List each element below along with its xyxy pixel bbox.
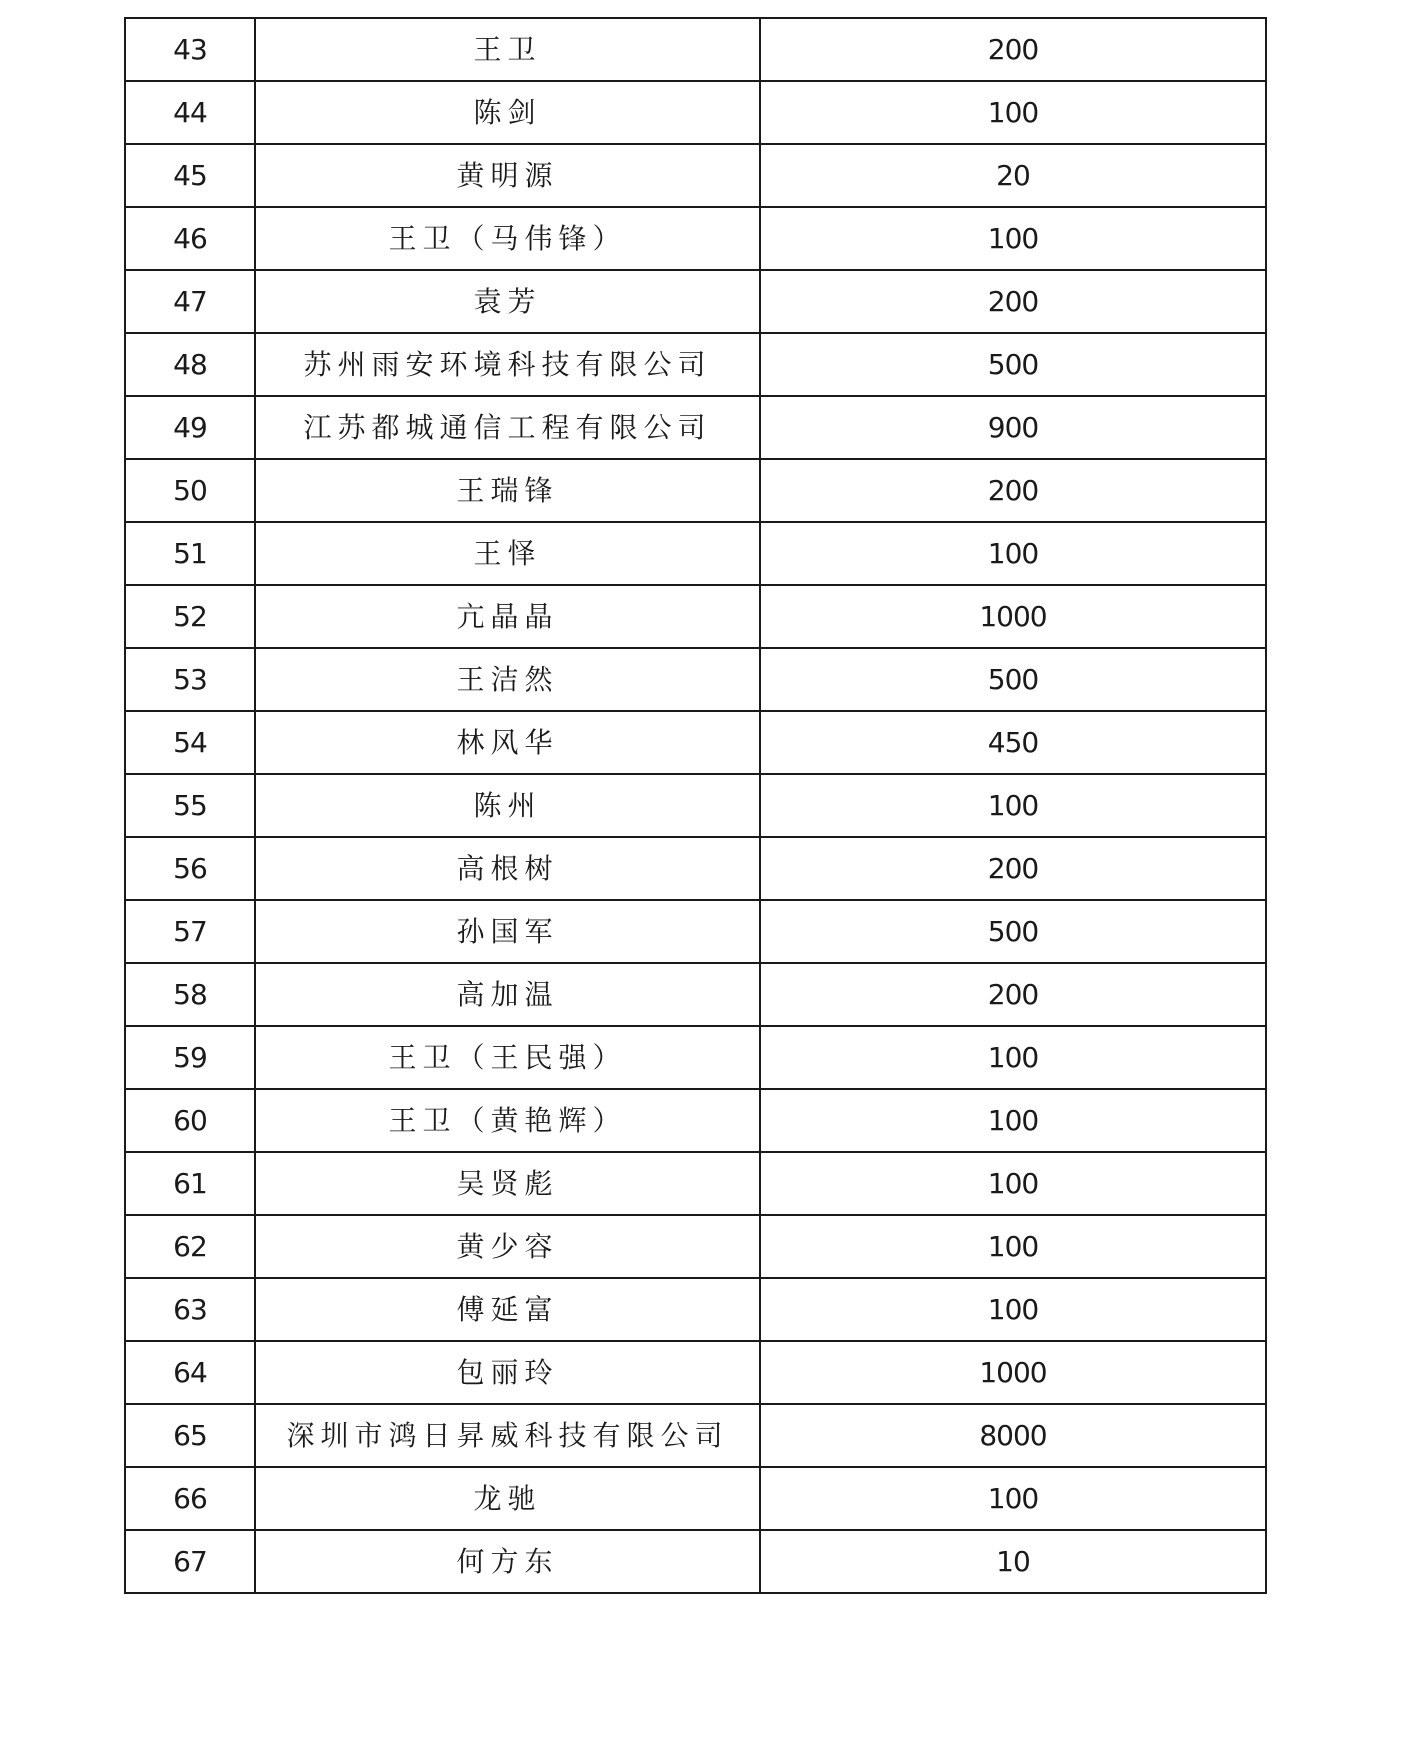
table-row: [125, 900, 1266, 963]
donor-name-cell: 江苏都城通信工程有限公司: [255, 396, 760, 459]
table-row: [125, 396, 1266, 459]
table-row: [125, 1530, 1266, 1593]
amount-cell: 200: [760, 270, 1266, 333]
amount-cell: 200: [760, 459, 1266, 522]
table-row: [125, 711, 1266, 774]
donor-name-cell: 高根树: [255, 837, 760, 900]
donor-name-cell: 何方东: [255, 1530, 760, 1593]
table-row: [125, 144, 1266, 207]
amount-cell: 100: [760, 81, 1266, 144]
table-row: [125, 270, 1266, 333]
amount-cell: 100: [760, 1467, 1266, 1530]
table-row: [125, 1341, 1266, 1404]
donor-name-cell: 陈剑: [255, 81, 760, 144]
row-number-cell: 51: [125, 522, 255, 585]
donor-name-cell: 龙驰: [255, 1467, 760, 1530]
donor-name-cell: 王卫（马伟锋）: [255, 207, 760, 270]
table-row: [125, 837, 1266, 900]
amount-cell: 1000: [760, 585, 1266, 648]
amount-cell: 100: [760, 1215, 1266, 1278]
table-row: [125, 333, 1266, 396]
table-row: [125, 1089, 1266, 1152]
row-number-cell: 54: [125, 711, 255, 774]
amount-cell: 900: [760, 396, 1266, 459]
table-row: [125, 459, 1266, 522]
donor-name-cell: 黄少容: [255, 1215, 760, 1278]
donor-name-cell: 亢晶晶: [255, 585, 760, 648]
donation-table: [124, 17, 1267, 1594]
donor-name-cell: 王洁然: [255, 648, 760, 711]
row-number-cell: 58: [125, 963, 255, 1026]
table-row: [125, 1404, 1266, 1467]
row-number-cell: 65: [125, 1404, 255, 1467]
donor-name-cell: 黄明源: [255, 144, 760, 207]
row-number-cell: 55: [125, 774, 255, 837]
amount-cell: 100: [760, 207, 1266, 270]
donor-name-cell: 傅延富: [255, 1278, 760, 1341]
donation-table-container: [124, 17, 1265, 1594]
amount-cell: 100: [760, 1278, 1266, 1341]
amount-cell: 100: [760, 1026, 1266, 1089]
row-number-cell: 44: [125, 81, 255, 144]
donor-name-cell: 袁芳: [255, 270, 760, 333]
amount-cell: 200: [760, 18, 1266, 81]
table-row: [125, 1152, 1266, 1215]
row-number-cell: 67: [125, 1530, 255, 1593]
amount-cell: 500: [760, 900, 1266, 963]
amount-cell: 100: [760, 522, 1266, 585]
amount-cell: 100: [760, 1152, 1266, 1215]
table-row: [125, 585, 1266, 648]
table-row: [125, 81, 1266, 144]
row-number-cell: 61: [125, 1152, 255, 1215]
row-number-cell: 53: [125, 648, 255, 711]
table-row: [125, 1026, 1266, 1089]
donor-name-cell: 王卫（王民强）: [255, 1026, 760, 1089]
donor-name-cell: 高加温: [255, 963, 760, 1026]
table-row: [125, 522, 1266, 585]
row-number-cell: 45: [125, 144, 255, 207]
amount-cell: 8000: [760, 1404, 1266, 1467]
donor-name-cell: 王怿: [255, 522, 760, 585]
donor-name-cell: 王卫: [255, 18, 760, 81]
table-row: [125, 1278, 1266, 1341]
amount-cell: 500: [760, 333, 1266, 396]
row-number-cell: 49: [125, 396, 255, 459]
table-row: [125, 1467, 1266, 1530]
donor-name-cell: 林风华: [255, 711, 760, 774]
table-row: [125, 963, 1266, 1026]
donor-name-cell: 包丽玲: [255, 1341, 760, 1404]
row-number-cell: 56: [125, 837, 255, 900]
row-number-cell: 48: [125, 333, 255, 396]
table-row: [125, 207, 1266, 270]
amount-cell: 1000: [760, 1341, 1266, 1404]
amount-cell: 200: [760, 963, 1266, 1026]
amount-cell: 10: [760, 1530, 1266, 1593]
amount-cell: 200: [760, 837, 1266, 900]
row-number-cell: 63: [125, 1278, 255, 1341]
row-number-cell: 57: [125, 900, 255, 963]
donor-name-cell: 王卫（黄艳辉）: [255, 1089, 760, 1152]
donor-name-cell: 吴贤彪: [255, 1152, 760, 1215]
table-body: [125, 18, 1266, 1593]
amount-cell: 450: [760, 711, 1266, 774]
donor-name-cell: 孙国军: [255, 900, 760, 963]
donor-name-cell: 陈州: [255, 774, 760, 837]
row-number-cell: 60: [125, 1089, 255, 1152]
row-number-cell: 47: [125, 270, 255, 333]
row-number-cell: 66: [125, 1467, 255, 1530]
donor-name-cell: 深圳市鸿日昇威科技有限公司: [255, 1404, 760, 1467]
row-number-cell: 50: [125, 459, 255, 522]
donor-name-cell: 苏州雨安环境科技有限公司: [255, 333, 760, 396]
row-number-cell: 59: [125, 1026, 255, 1089]
amount-cell: 20: [760, 144, 1266, 207]
row-number-cell: 43: [125, 18, 255, 81]
amount-cell: 100: [760, 774, 1266, 837]
amount-cell: 500: [760, 648, 1266, 711]
table-row: [125, 648, 1266, 711]
table-row: [125, 774, 1266, 837]
donor-name-cell: 王瑞锋: [255, 459, 760, 522]
table-row: [125, 1215, 1266, 1278]
row-number-cell: 64: [125, 1341, 255, 1404]
row-number-cell: 46: [125, 207, 255, 270]
row-number-cell: 62: [125, 1215, 255, 1278]
row-number-cell: 52: [125, 585, 255, 648]
table-row: [125, 18, 1266, 81]
amount-cell: 100: [760, 1089, 1266, 1152]
